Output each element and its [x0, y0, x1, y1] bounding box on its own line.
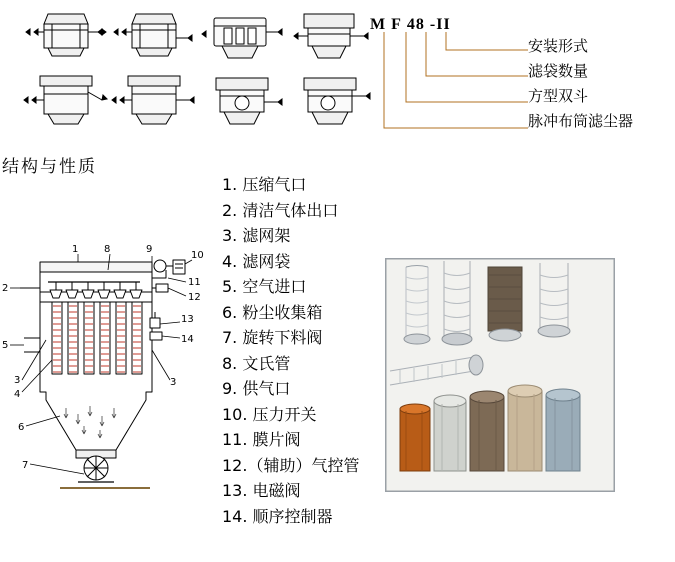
list-item: 2. 清洁气体出口	[222, 200, 339, 220]
callout-12: 12	[188, 292, 201, 303]
parts-list	[222, 172, 382, 529]
legend-list	[528, 34, 633, 134]
machine-icon-2	[110, 4, 198, 66]
legend-item-1: 滤袋数量	[528, 62, 589, 80]
machine-icon-6	[110, 70, 198, 132]
machine-icon-7	[198, 70, 286, 132]
machine-orientation-icon-grid	[6, 4, 366, 134]
list-item: 7. 旋转下料阀	[222, 328, 323, 347]
list-item: 6. 粉尘收集箱	[222, 302, 323, 322]
legend-item-0: 安装形式	[528, 37, 589, 55]
machine-icon-3	[198, 4, 286, 66]
legend-item-3: 脉冲布筒滤尘器	[528, 112, 634, 130]
list-item: 11. 膜片阀	[222, 430, 301, 449]
machine-icon-4	[286, 4, 374, 66]
dust-collector-structure-diagram	[0, 240, 220, 505]
callout-7: 7	[22, 460, 29, 471]
model-code-part-1: M	[370, 16, 387, 33]
callout-9: 9	[146, 244, 153, 255]
page-title: 结构与性质	[2, 157, 97, 177]
callout-2: 2	[2, 283, 9, 294]
list-item: 14. 顺序控制器	[222, 506, 333, 526]
machine-icon-1	[22, 4, 110, 66]
list-item: 10. 压力开关	[222, 404, 317, 424]
callout-6: 6	[18, 422, 25, 433]
list-item: 4. 滤网袋	[222, 251, 291, 271]
callout-4: 4	[14, 389, 21, 400]
machine-icon-8	[286, 70, 374, 132]
callout-3-left: 3	[14, 375, 21, 386]
callout-14: 14	[181, 334, 194, 345]
callout-5: 5	[2, 340, 9, 351]
callout-1: 1	[72, 244, 79, 255]
list-item: 13. 电磁阀	[222, 481, 301, 500]
model-code-leader-lines	[370, 30, 530, 140]
filter-bag-photo	[385, 258, 615, 492]
legend-item-2: 方型双斗	[528, 87, 589, 105]
machine-icon-5	[22, 70, 110, 132]
callout-10: 10	[191, 250, 204, 261]
callout-13: 13	[181, 314, 194, 325]
list-item: 8. 文氏管	[222, 353, 291, 373]
callout-11: 11	[188, 277, 201, 288]
list-item: 5. 空气进口	[222, 277, 307, 296]
list-item: 1. 压缩气口	[222, 175, 307, 194]
model-code-part-4: -II	[429, 16, 451, 33]
callout-8: 8	[104, 244, 111, 255]
list-item: 9. 供气口	[222, 379, 291, 398]
model-code-part-3: 48	[406, 16, 425, 33]
list-item: 12.（辅助）气控管	[222, 455, 360, 475]
list-item: 3. 滤网架	[222, 226, 291, 245]
callout-3-right: 3	[170, 377, 177, 388]
model-code-part-2: F	[391, 16, 402, 33]
